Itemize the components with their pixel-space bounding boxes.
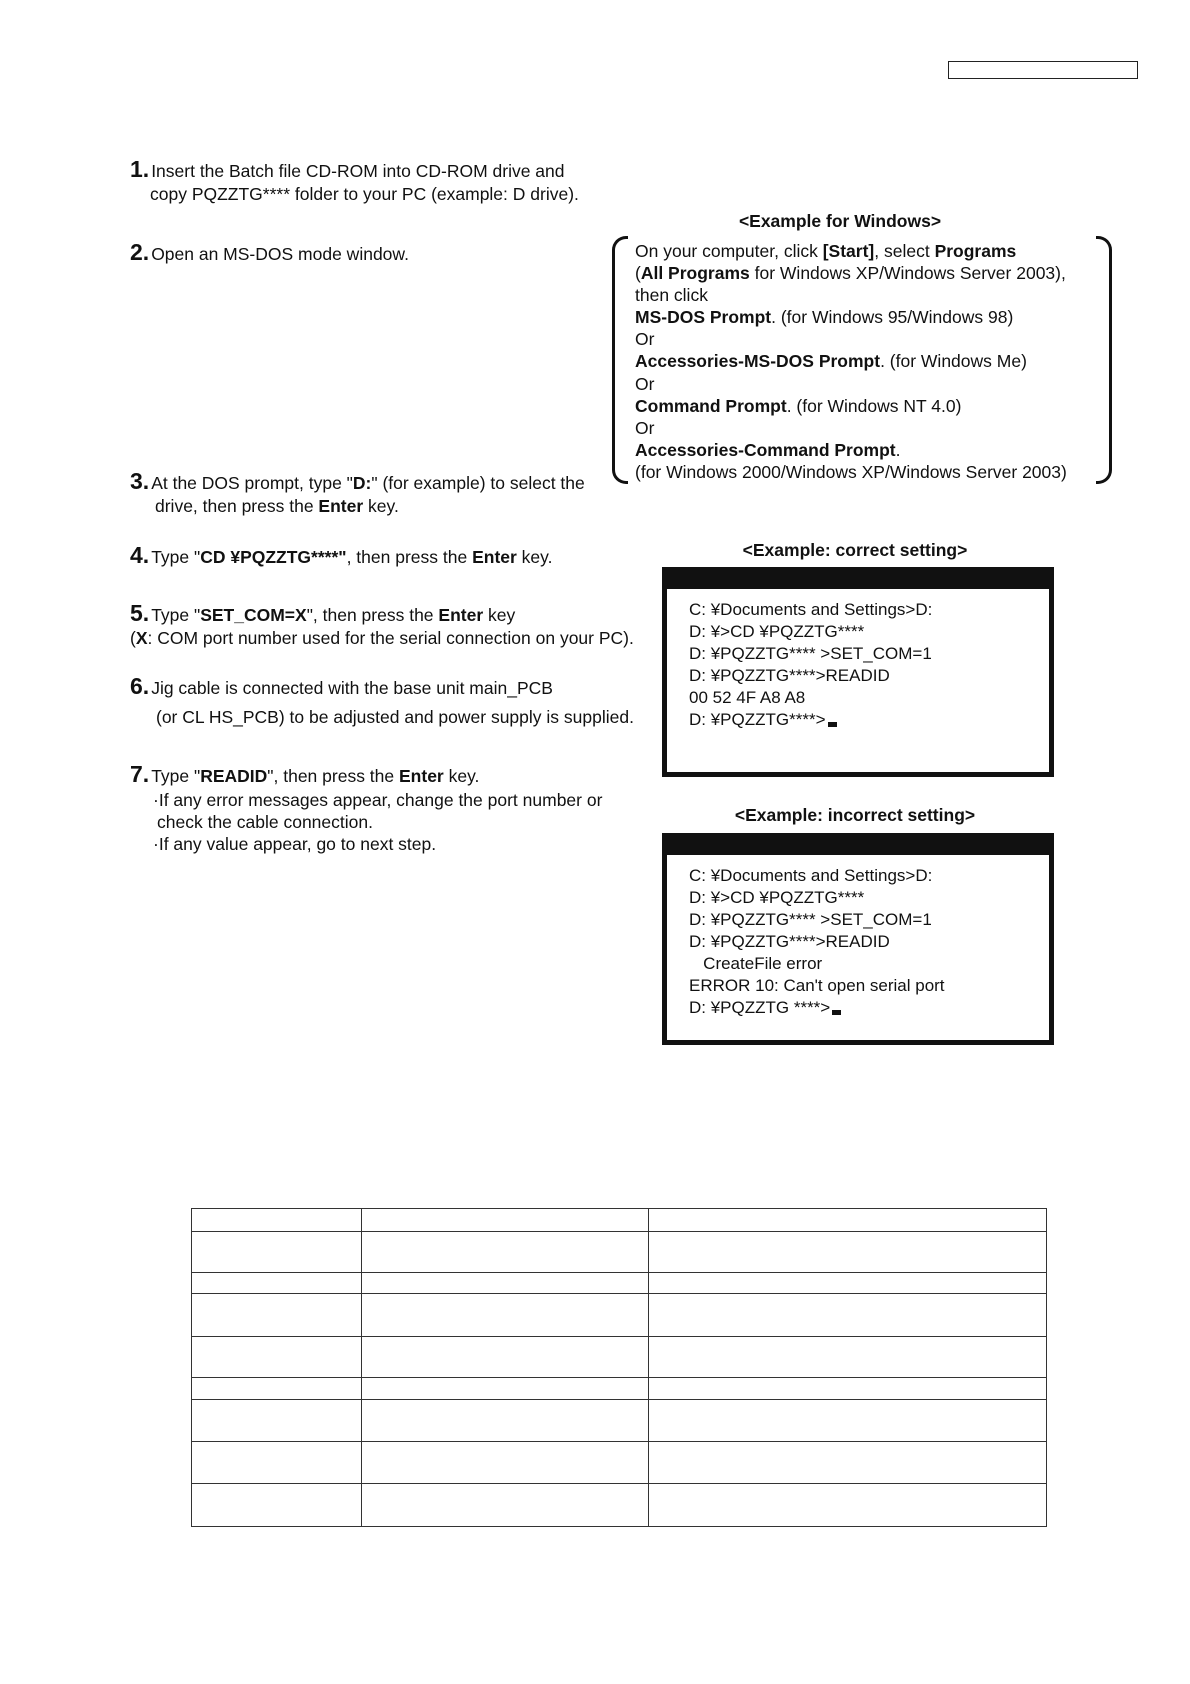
table-row: [192, 1484, 1047, 1527]
terminal-prompt-line: D: ¥PQZZTG ****>: [689, 997, 1049, 1019]
cursor-icon: [832, 1010, 841, 1015]
step-6-line2: (or CL HS_PCB) to be adjusted and power supply is supplied.: [156, 707, 634, 727]
table-row: [192, 1273, 1047, 1294]
table-row: [192, 1294, 1047, 1337]
terminal-line: C: ¥Documents and Settings>D:: [689, 866, 933, 885]
step-7-bullets: [153, 789, 602, 855]
terminal-line: D: ¥PQZZTG**** >SET_COM=1: [689, 910, 932, 929]
terminal-line: D: ¥>CD ¥PQZZTG****: [689, 888, 865, 907]
terminal-line: C: ¥Documents and Settings>D:: [689, 600, 933, 619]
step-1: 1. Insert the Batch file CD-ROM into CD-ROM drive and copy PQZZTG**** folder to your PC (example: D drive).: [130, 156, 579, 204]
terminal-prompt-line: D: ¥PQZZTG****>: [689, 709, 1049, 731]
terminal-line: D: ¥PQZZTG****>READID: [689, 932, 890, 951]
step-5: 5. Type "SET_COM=X", then press the Enter key (X: COM port number used for the serial connection on your PC).: [130, 600, 634, 648]
terminal-line: 00 52 4F A8 A8: [689, 688, 806, 707]
bullet-line: ·If any value appear, go to next step.: [153, 834, 437, 854]
incorrect-terminal: [662, 833, 1054, 1045]
cursor-icon: [828, 722, 837, 727]
bullet-line: ·If any error messages appear, change the port number or: [153, 790, 603, 810]
windows-example-panel: On your computer, click [Start], select Programs (All Programs for Windows XP/Windows Server 2003), then click MS-DOS Prompt. (for Windows 95/Windows 98) Or Accessories-MS-DOS Prompt. (for Windows Me) Or Command Prompt. (for Windows NT 4.0) Or Accessories-Command Prompt. (for Windows 2000/Windows XP/Windows Server 2003): [635, 241, 1067, 482]
terminal-line: D: ¥PQZZTG**** >SET_COM=1: [689, 644, 932, 663]
right-brace: [1096, 236, 1112, 484]
header-box: [948, 61, 1138, 79]
correct-terminal: [662, 567, 1054, 777]
terminal-title-bar: [667, 572, 1049, 589]
terminal-line: CreateFile error: [689, 954, 823, 973]
table-row: [192, 1232, 1047, 1273]
step-4: 4. Type "CD ¥PQZZTG****", then press the Enter key.: [130, 542, 553, 568]
table-row: [192, 1337, 1047, 1378]
terminal-title-bar: [667, 838, 1049, 855]
table-row: [192, 1209, 1047, 1232]
correct-example-title: <Example: correct setting>: [742, 540, 968, 560]
table-row: [192, 1378, 1047, 1400]
empty-table: [191, 1208, 1047, 1527]
windows-example-title: <Example for Windows>: [738, 211, 942, 231]
terminal-line: D: ¥>CD ¥PQZZTG****: [689, 622, 865, 641]
terminal-line: ERROR 10: Can't open serial port: [689, 976, 945, 995]
step-2: 2. Open an MS-DOS mode window.: [130, 239, 409, 265]
terminal-line: D: ¥PQZZTG****>READID: [689, 666, 890, 685]
step-6: 6. Jig cable is connected with the base unit main_PCB: [130, 673, 553, 699]
bullet-line: check the cable connection.: [157, 812, 373, 832]
left-brace: [612, 236, 628, 484]
table-row: [192, 1400, 1047, 1442]
table-row: [192, 1442, 1047, 1484]
step-7: 7. Type "READID", then press the Enter key.: [130, 761, 480, 787]
step-3: 3. At the DOS prompt, type "D:" (for example) to select the drive, then press the Enter key.: [130, 468, 585, 516]
incorrect-example-title: <Example: incorrect setting>: [734, 805, 976, 825]
